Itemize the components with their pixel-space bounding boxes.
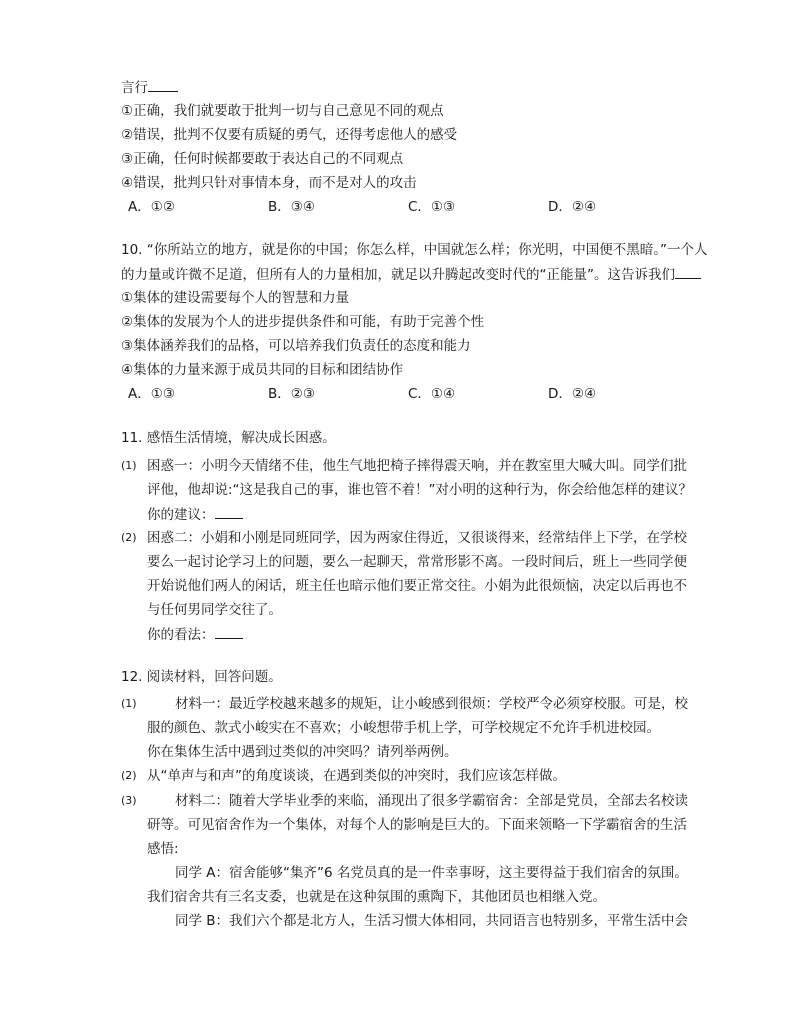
q10-item-2: ②集体的发展为个人的进步提供条件和可能，有助于完善个性 (121, 314, 485, 330)
q9-item-2: ②错误，批判不仅要有质疑的勇气，还得考虑他人的感受 (121, 127, 458, 143)
q12-sub1-line: 你在集体生活中遇到过类似的冲突吗？请列举两例。 (147, 744, 458, 760)
q12-sub2-number: (2) (121, 769, 137, 782)
q12-sub3-line: 我们宿舍共有三名支委，也就是在这种氛围的熏陶下，其他团员也相继入党。 (147, 889, 606, 905)
q12-title: 12. 阅读材料，回答问题。 (121, 669, 282, 685)
q12-sub3-line: 研等。可见宿舍作为一个集体，对每个人的影响是巨大的。下面来领略一下学霸宿舍的生活 (147, 817, 687, 833)
q11-sub1-answer: 你的建议： (147, 504, 243, 525)
q12-sub3-line: 同学 B：我们六个都是北方人，生活习惯大体相同，共同语言也特别多，平常生活中会 (175, 913, 689, 929)
answer-blank (675, 264, 701, 279)
answer-blank (148, 77, 178, 92)
q9-item-4: ④错误，批判只针对事情本身，而不是对人的攻击 (121, 175, 417, 191)
q10-item-3: ③集体涵养我们的品格，可以培养我们负责任的态度和能力 (121, 338, 471, 354)
q10-option-a: A．①③ (128, 386, 175, 402)
q9-item-3: ③正确，任何时候都要敢于表达自己的不同观点 (121, 151, 404, 167)
q11-sub2-line: 要么一起讨论学习上的问题，要么一起聊天，常常形影不离。一段时间后，班上一些同学便 (147, 554, 687, 570)
q12-sub3-line: 同学 A：宿舍能够“集齐”6 名党员真的是一件幸事呀，这主要得益于我们宿舍的氛围。 (175, 865, 688, 881)
q10-option-b: B．②③ (268, 386, 315, 402)
q12-sub2-line: 从“单声与和声”的角度谈谈，在遇到类似的冲突时，我们应该怎样做。 (147, 768, 566, 784)
q9-option-a: A．①② (128, 199, 175, 215)
q11-sub2-line: 与任何男同学交往了。 (147, 602, 282, 618)
q9-option-d: D．②④ (548, 199, 597, 215)
q11-sub1-line: 评他，他却说:“这是我自己的事，谁也管不着！”对小明的这种行为，你会给他怎样的建议？ (147, 482, 693, 498)
q12-sub1-number: (1) (121, 697, 137, 710)
q12-sub1-line: 服的颜色、款式小峻实在不喜欢；小峻想带手机上学，可学校规定不允许手机进校园。 (147, 720, 660, 736)
q11-sub2-line: 开始说他们两人的闲话，班主任也暗示他们要正常交往。小娟为此很烦恼，决定以后再也不 (147, 578, 687, 594)
q11-sub1-number: (1) (121, 459, 137, 472)
q12-sub1-line: 材料一：最近学校越来越多的规矩，让小峻感到很烦：学校严令必须穿校服。可是，校 (175, 696, 688, 712)
answer-blank (215, 504, 243, 519)
q10-stem-line1: 10. “你所站立的地方，就是你的中国；你怎么样，中国就怎么样；你光明，中国便不黑暗。”一个人 (121, 242, 708, 258)
q9-item-1: ①正确，我们就要敢于批判一切与自己意见不同的观点 (121, 103, 444, 119)
q11-sub1-line: 困惑一：小明今天情绪不佳，他生气地把椅子摔得震天响，并在教室里大喊大叫。同学们批 (147, 458, 687, 474)
q10-option-d: D．②④ (548, 386, 597, 402)
q10-item-1: ①集体的建设需要每个人的智慧和力量 (121, 290, 350, 306)
q11-title: 11. 感悟生活情境，解决成长困惑。 (121, 430, 336, 446)
q12-sub3-line: 感悟: (147, 841, 179, 857)
q11-sub2-answer: 你的看法： (147, 624, 243, 645)
q9-stem-tail: 言行 (121, 77, 178, 98)
q10-item-4: ④集体的力量来源于成员共同的目标和团结协作 (121, 362, 404, 378)
q10-option-c: C．①④ (408, 386, 456, 402)
q10-stem-line2: 的力量或许微不足道，但所有人的力量相加，就足以升腾起改变时代的“正能量”。这告诉我们 (121, 264, 701, 285)
q11-sub2-number: (2) (121, 531, 137, 544)
answer-blank (215, 624, 243, 639)
q12-sub3-number: (3) (121, 794, 137, 807)
q9-option-b: B．③④ (268, 199, 315, 215)
q12-sub3-line: 材料二：随着大学毕业季的来临，涌现出了很多学霸宿舍：全部是党员，全部去名校读 (175, 793, 688, 809)
q11-sub2-line: 困惑二：小娟和小刚是同班同学，因为两家住得近，又很谈得来，经常结伴上下学，在学校 (147, 530, 687, 546)
q9-option-c: C．①③ (408, 199, 456, 215)
